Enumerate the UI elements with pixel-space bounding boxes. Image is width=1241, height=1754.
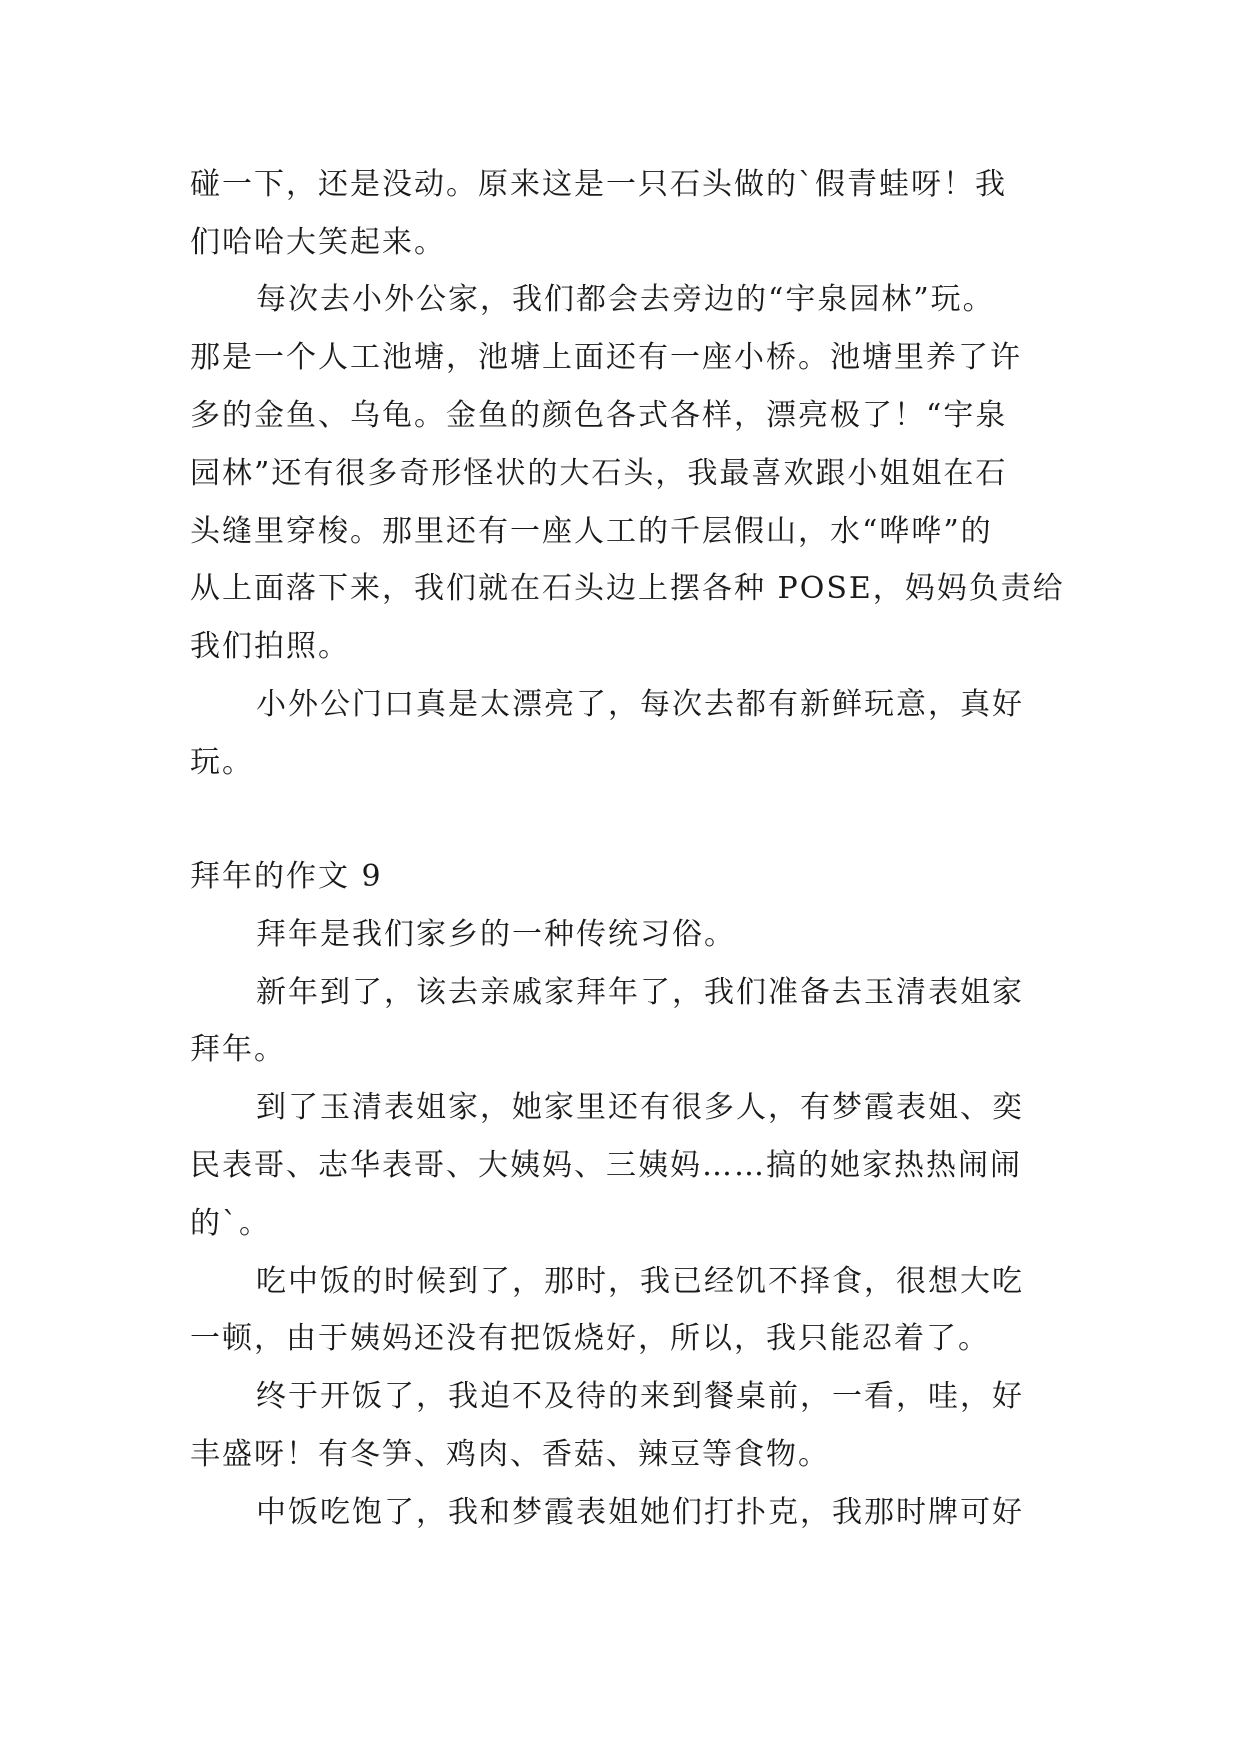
text-line: 玩。 — [190, 745, 254, 780]
text-line: 一顿，由于姨妈还没有把饭烧好，所以，我只能忍着了。 — [190, 1321, 990, 1356]
text-line: 拜年。 — [190, 1032, 286, 1067]
paragraph-start: 吃中饭的时候到了，那时，我已经饥不择食，很想大吃 — [256, 1264, 1024, 1299]
paragraph-start: 新年到了，该去亲戚家拜年了，我们准备去玉清表姐家 — [256, 975, 1024, 1010]
text-line: 丰盛呀！有冬笋、鸡肉、香菇、辣豆等食物。 — [190, 1437, 830, 1472]
paragraph-start: 中饭吃饱了，我和梦霞表姐她们打扑克，我那时牌可好 — [256, 1495, 1024, 1530]
text-line: 那是一个人工池塘，池塘上面还有一座小桥。池塘里养了许 — [190, 340, 1022, 375]
paragraph-start: 到了玉清表姐家，她家里还有很多人，有梦霞表姐、奕 — [256, 1090, 1024, 1125]
paragraph-start: 终于开饭了，我迫不及待的来到餐桌前，一看，哇，好 — [256, 1379, 1024, 1414]
paragraph-start: 每次去小外公家，我们都会去旁边的“宇泉园林”玩。 — [256, 282, 995, 317]
text-line: 们哈哈大笑起来。 — [190, 225, 446, 260]
text-line: 碰一下，还是没动。原来这是一只石头做的`假青蛙呀！我 — [190, 167, 1007, 202]
text-line: 多的金鱼、乌龟。金鱼的颜色各式各样，漂亮极了！“宇泉 — [190, 398, 1008, 433]
text-line: 我们拍照。 — [190, 629, 350, 664]
text-line: 园林”还有很多奇形怪状的大石头，我最喜欢跟小姐姐在石 — [190, 456, 1008, 491]
text-line: 头缝里穿梭。那里还有一座人工的千层假山，水“哗哗”的 — [190, 514, 993, 549]
paragraph-start: 拜年是我们家乡的一种传统习俗。 — [256, 917, 736, 952]
text-line: 从上面落下来，我们就在石头边上摆各种 POSE，妈妈负责给 — [190, 571, 1065, 606]
text-line: 民表哥、志华表哥、大姨妈、三姨妈……搞的她家热热闹闹 — [190, 1148, 1022, 1183]
paragraph-start: 小外公门口真是太漂亮了，每次去都有新鲜玩意，真好 — [256, 687, 1024, 722]
text-line: 的`。 — [190, 1206, 271, 1241]
section-title: 拜年的作文 9 — [190, 859, 383, 894]
